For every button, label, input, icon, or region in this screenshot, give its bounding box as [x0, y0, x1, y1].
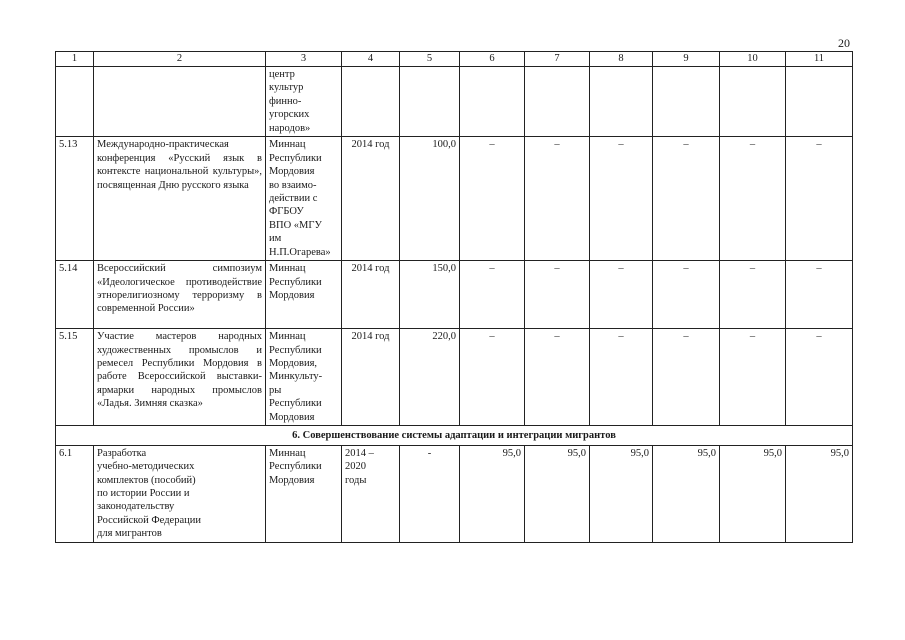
year-value: –	[590, 329, 653, 426]
period: 2014 год	[342, 137, 400, 261]
year-value: –	[590, 261, 653, 329]
activity-name: Разработка учебно-методических комплектов (пособий) по истории России и законодательству Российской Федерации для мигрантов	[94, 445, 266, 542]
header-cell: 6	[460, 52, 525, 67]
header-cell: 11	[786, 52, 853, 67]
executor: Миннац Республики Мордовия	[266, 445, 342, 542]
year-value	[590, 67, 653, 137]
year-value: –	[460, 261, 525, 329]
row-number: 6.1	[56, 445, 94, 542]
year-value: –	[460, 329, 525, 426]
year-value: 95,0	[653, 445, 720, 542]
year-value: 95,0	[525, 445, 590, 542]
amount: 220,0	[400, 329, 460, 426]
header-cell: 8	[590, 52, 653, 67]
header-cell: 10	[720, 52, 786, 67]
year-value: –	[653, 137, 720, 261]
header-cell: 7	[525, 52, 590, 67]
year-value: –	[786, 261, 853, 329]
year-value: –	[653, 261, 720, 329]
year-value: –	[720, 137, 786, 261]
year-value: –	[525, 137, 590, 261]
activity-name	[94, 67, 266, 137]
row-number	[56, 67, 94, 137]
amount: -	[400, 445, 460, 542]
executor: Миннац Республики Мордовия	[266, 261, 342, 329]
year-value	[525, 67, 590, 137]
year-value: –	[590, 137, 653, 261]
year-value: –	[786, 329, 853, 426]
table-row	[56, 67, 853, 137]
year-value: –	[720, 329, 786, 426]
year-value: 95,0	[460, 445, 525, 542]
header-row	[56, 52, 853, 67]
table-row	[56, 137, 853, 261]
year-value: 95,0	[590, 445, 653, 542]
year-value	[720, 67, 786, 137]
header-cell: 9	[653, 52, 720, 67]
row-number: 5.15	[56, 329, 94, 426]
activity-name: Всероссийский симпозиум «Идеологическое противодействие этнорелигиозному терроризму в современной России»	[94, 261, 266, 329]
period: 2014 год	[342, 261, 400, 329]
header-cell: 2	[94, 52, 266, 67]
executor: центр культур финно- угорских народов»	[266, 67, 342, 137]
year-value: –	[525, 261, 590, 329]
header-cell: 3	[266, 52, 342, 67]
activity-name: Участие мастеров народных художественных промыслов и ремесел Республики Мордовия в работе Всероссийской выставки-ярмарки народных промыслов «Ладья. Зимняя сказка»	[94, 329, 266, 426]
amount	[400, 67, 460, 137]
period	[342, 67, 400, 137]
year-value	[653, 67, 720, 137]
row-number: 5.14	[56, 261, 94, 329]
row-number: 5.13	[56, 137, 94, 261]
executor: Миннац Республики Мордовия, Минкульту- ры Республики Мордовия	[266, 329, 342, 426]
year-value	[786, 67, 853, 137]
year-value: –	[720, 261, 786, 329]
year-value: –	[786, 137, 853, 261]
activity-name: Международно-практическая конференция «Русский язык в контексте национальной культуры», посвященная Дню русского языка	[94, 137, 266, 261]
page-number: 20	[838, 36, 850, 50]
section-heading-row	[56, 426, 853, 445]
year-value: –	[653, 329, 720, 426]
year-value	[460, 67, 525, 137]
amount: 100,0	[400, 137, 460, 261]
year-value: –	[525, 329, 590, 426]
program-table	[55, 51, 853, 543]
year-value: 95,0	[786, 445, 853, 542]
section-title: 6. Совершенствование системы адаптации и интеграции мигрантов	[56, 426, 853, 445]
period: 2014 год	[342, 329, 400, 426]
amount: 150,0	[400, 261, 460, 329]
header-cell: 5	[400, 52, 460, 67]
table-row	[56, 261, 853, 329]
executor: Миннац Республики Мордовия во взаимо- действии с ФГБОУ ВПО «МГУ им Н.П.Огарева»	[266, 137, 342, 261]
period: 2014 – 2020 годы	[342, 445, 400, 542]
table-row	[56, 329, 853, 426]
header-cell: 4	[342, 52, 400, 67]
header-cell: 1	[56, 52, 94, 67]
table-row	[56, 445, 853, 542]
year-value: 95,0	[720, 445, 786, 542]
year-value: –	[460, 137, 525, 261]
